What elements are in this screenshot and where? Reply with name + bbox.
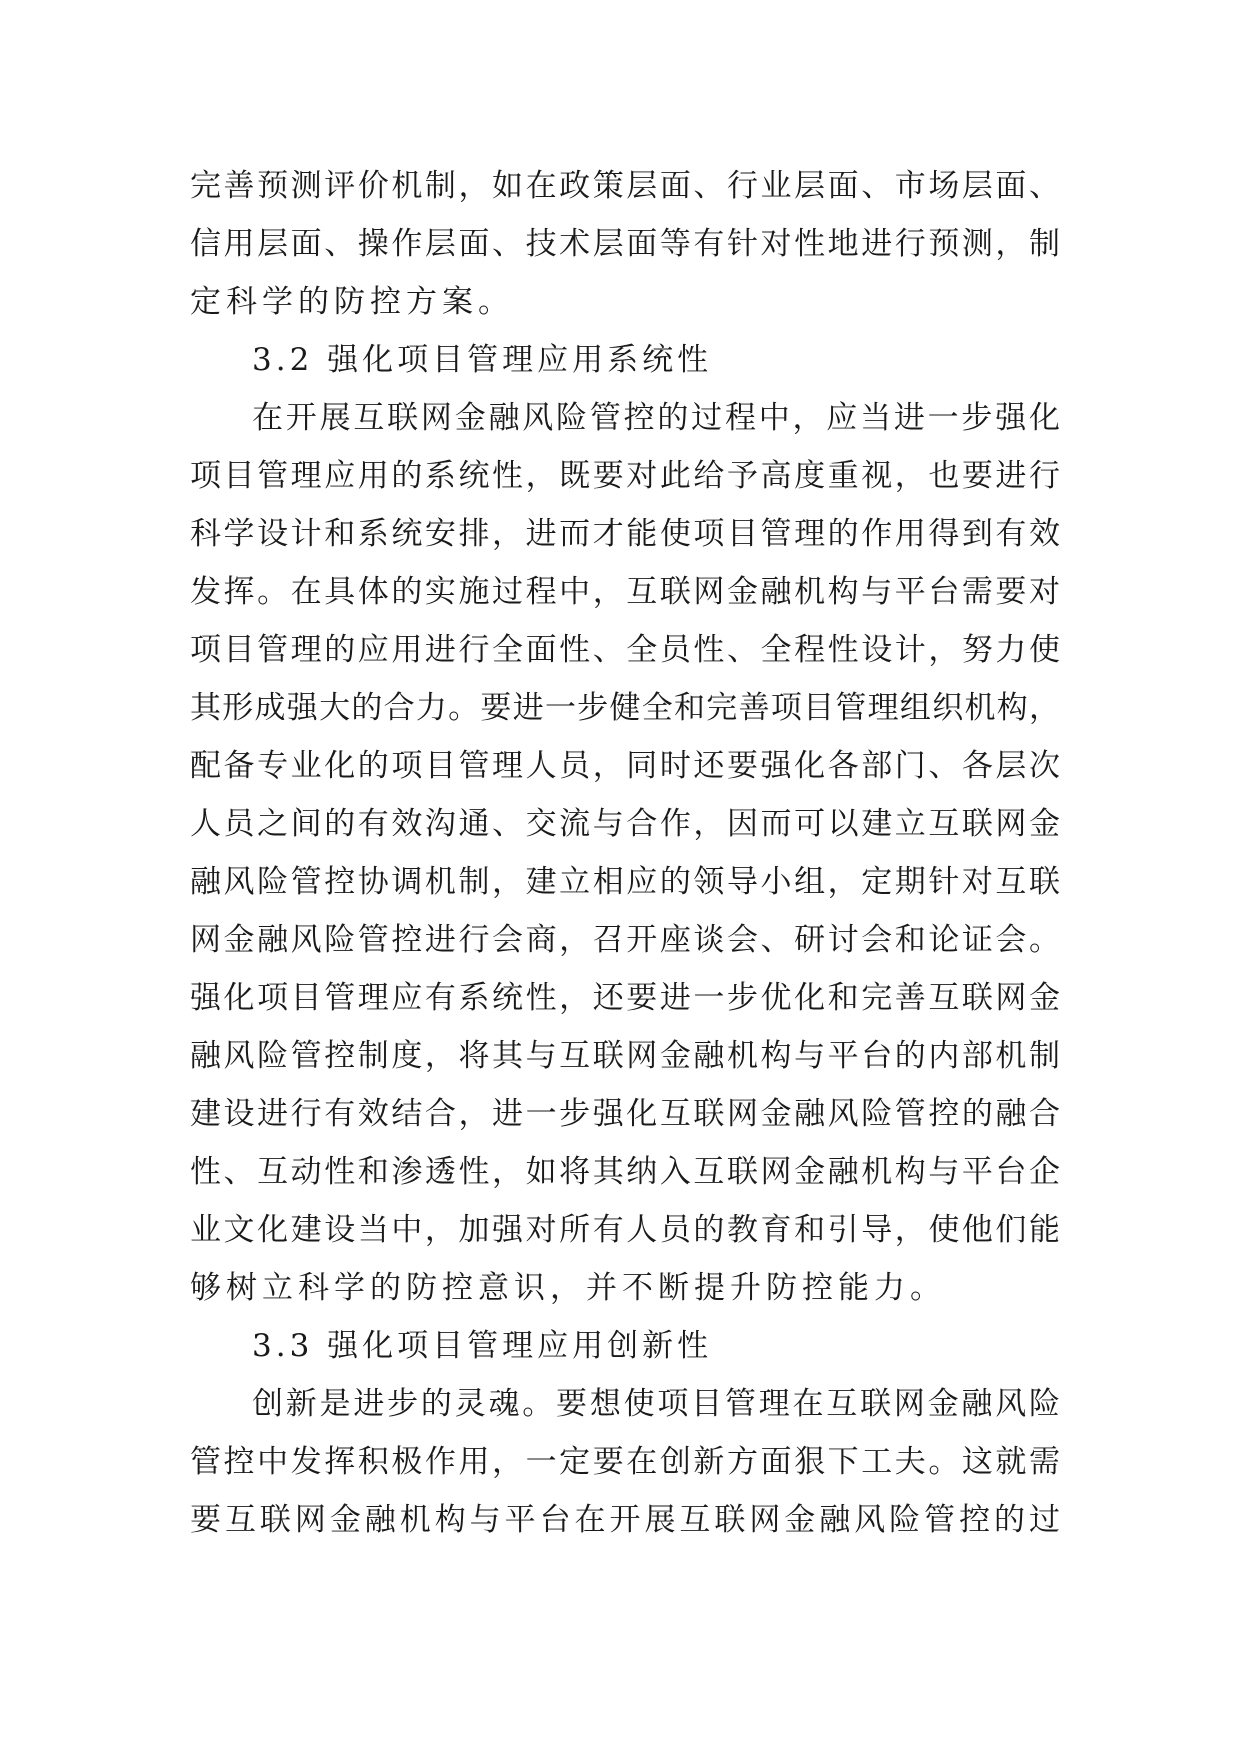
body-text-line: 科学设计和系统安排，进而才能使项目管理的作用得到有效: [190, 516, 1060, 552]
body-text-line: 项目管理应用的系统性，既要对此给予高度重视，也要进行: [190, 458, 1060, 494]
body-text-line: 业文化建设当中，加强对所有人员的教育和引导，使他们能: [190, 1212, 1060, 1248]
body-text-line: 项目管理的应用进行全面性、全员性、全程性设计，努力使: [190, 632, 1060, 668]
body-text-line: 性、互动性和渗透性，如将其纳入互联网金融机构与平台企: [190, 1154, 1060, 1190]
body-text-line: 完善预测评价机制，如在政策层面、行业层面、市场层面、: [190, 168, 1060, 204]
body-text-line: 融风险管控制度，将其与互联网金融机构与平台的内部机制: [190, 1038, 1060, 1074]
section-heading-3-2: 3.2 强化项目管理应用系统性: [252, 342, 713, 378]
section-heading-3-3: 3.3 强化项目管理应用创新性: [252, 1328, 713, 1364]
body-text-line: 配备专业化的项目管理人员，同时还要强化各部门、各层次: [190, 748, 1060, 784]
body-text-line: 强化项目管理应有系统性，还要进一步优化和完善互联网金: [190, 980, 1060, 1016]
body-text-line: 够树立科学的防控意识，并不断提升防控能力。: [190, 1270, 946, 1306]
body-text-line: 信用层面、操作层面、技术层面等有针对性地进行预测，制: [190, 226, 1060, 262]
body-text-line: 网金融风险管控进行会商，召开座谈会、研讨会和论证会。: [190, 922, 1060, 958]
body-text-line: 要互联网金融机构与平台在开展互联网金融风险管控的过: [190, 1502, 1060, 1538]
body-text-line: 人员之间的有效沟通、交流与合作，因而可以建立互联网金: [190, 806, 1060, 842]
body-text-line: 其形成强大的合力。要进一步健全和完善项目管理组织机构，: [190, 690, 1060, 726]
body-text-line: 管控中发挥积极作用，一定要在创新方面狠下工夫。这就需: [190, 1444, 1060, 1480]
body-text-line: 创新是进步的灵魂。要想使项目管理在互联网金融风险: [252, 1386, 1060, 1422]
body-text-line: 发挥。在具体的实施过程中，互联网金融机构与平台需要对: [190, 574, 1060, 610]
body-text-line: 在开展互联网金融风险管控的过程中，应当进一步强化: [252, 400, 1060, 436]
body-text-line: 定科学的防控方案。: [190, 284, 514, 320]
body-text-line: 建设进行有效结合，进一步强化互联网金融风险管控的融合: [190, 1096, 1060, 1132]
body-text-line: 融风险管控协调机制，建立相应的领导小组，定期针对互联: [190, 864, 1060, 900]
